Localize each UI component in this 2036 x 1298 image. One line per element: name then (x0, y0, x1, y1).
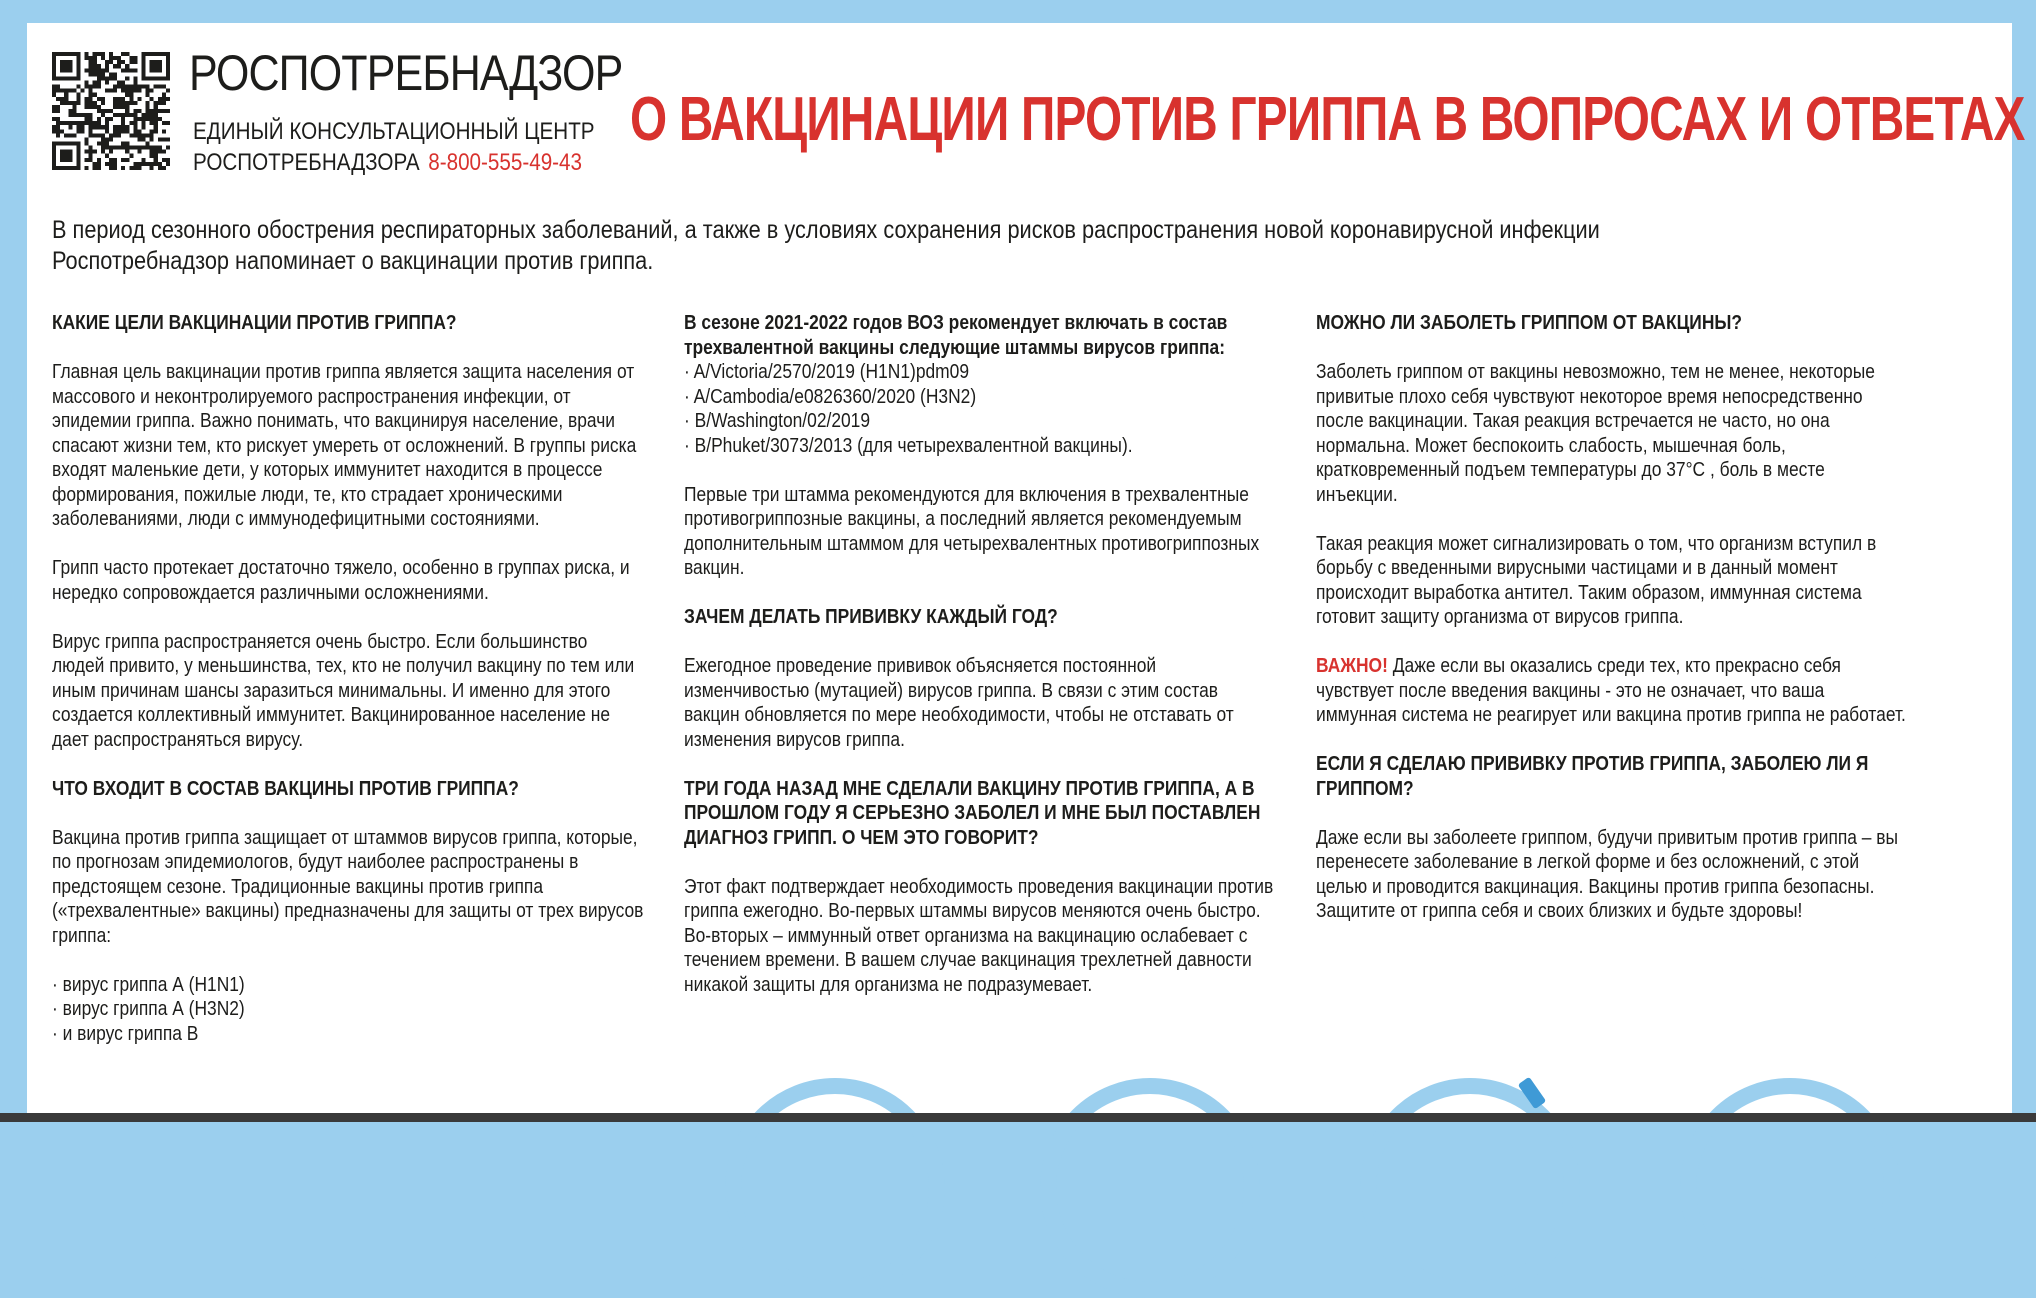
answer-paragraph: Даже если вы заболеете гриппом, будучи привитым против гриппа – вы перенесете заболевание в легкой форме и без осложнений, с этой целью и проводится вакцинация. Вакцины против гриппа безопасны. Защитите от гриппа себя и своих близких и будьте здоровы! (1316, 826, 1899, 922)
consult-center-line: ЕДИНЫЙ КОНСУЛЬТАЦИОННЫЙ ЦЕНТР (193, 118, 595, 145)
question-heading: ЗАЧЕМ ДЕЛАТЬ ПРИВИВКУ КАЖДЫЙ ГОД? (684, 606, 1058, 628)
decorative-arc (1040, 1078, 1260, 1298)
qr-code-icon (52, 52, 170, 170)
column-3 (1316, 311, 1908, 924)
consult-center-org: РОСПОТРЕБНАДЗОРА (193, 149, 420, 176)
list-item: · A/Cambodia/e0826360/2020 (H3N2) (684, 385, 1276, 410)
intro-text: В период сезонного обострения респираторных заболеваний, а также в условиях сохранения рисков распространения новой коронавирусной инфекции Роспотребнадзор напоминает о вакцинации против гриппа. (52, 216, 1600, 275)
bottom-bar (0, 1113, 2036, 1122)
answer-paragraph: Вакцина против гриппа защищает от штаммов вирусов гриппа, которые, по прогнозам эпидемиологов, будут наиболее распространены в предстоящем сезоне. Традиционные вакцины против гриппа («трехвалентные» вакцины) предназначены для защиты от трех вирусов гриппа: (52, 826, 644, 947)
list-item: · A/Victoria/2570/2019 (H1N1)pdm09 (684, 360, 1276, 385)
list-item: · вирус гриппа А (H1N1) (52, 973, 644, 998)
answer-paragraph: Вирус гриппа распространяется очень быстро. Если большинство людей привито, у меньшинства, тех, кто не получил вакцину по тем или иным причинам шансы заразиться минимальны. И именно для этого создается коллективный иммунитет. Вакцинированное население не дает распространяться вирусу. (52, 630, 635, 751)
important-label: ВАЖНО! (1316, 655, 1388, 677)
answer-paragraph: Главная цель вакцинации против гриппа является защита населения от массового и неконтролируемого распространения инфекции, от эпидемии гриппа. Важно понимать, что вакцинируя население, врачи спасают жизни тем, кто рискует умереть от осложнений. В группы риска входят маленькие дети, у которых иммунитет находится в процессе формирования, пожилые люди, те, кто страдает хроническими заболеваниями, люди с иммунодефицитными состояниями. (52, 361, 637, 530)
virus-list (52, 973, 644, 1047)
question-heading: МОЖНО ЛИ ЗАБОЛЕТЬ ГРИППОМ ОТ ВАКЦИНЫ? (1316, 312, 1743, 334)
decorative-arc (1680, 1078, 1900, 1298)
hotline-phone[interactable]: 8-800-555-49-43 (428, 149, 583, 176)
important-paragraph (1316, 654, 1908, 728)
answer-paragraph: Ежегодное проведение прививок объясняется постоянной изменчивостью (мутацией) вирусов гриппа. В связи с этим состав вакцин обновляется по мере необходимости, чтобы не отставать от изменения вирусов гриппа. (684, 655, 1234, 751)
answer-paragraph: Заболеть гриппом от вакцины невозможно, тем не менее, некоторые привитые плохо себя чувствуют некоторое время непосредственно после вакцинации. Такая реакция встречается не часто, но она нормальна. Может беспокоить слабость, мышечная боль, кратковременный подъем температуры до 37°С , боль в месте инъекции. (1316, 361, 1875, 506)
column-1 (52, 311, 644, 1046)
decorative-arc (725, 1078, 945, 1298)
answer-paragraph: Грипп часто протекает достаточно тяжело, особенно в группах риска, и нередко сопровождается различными осложнениями. (52, 557, 630, 604)
question-heading: ЕСЛИ Я СДЕЛАЮ ПРИВИВКУ ПРОТИВ ГРИППА, ЗАБОЛЕЮ ЛИ Я ГРИППОМ? (1316, 753, 1869, 800)
answer-paragraph: Этот факт подтверждает необходимость проведения вакцинации против гриппа ежегодно. Во-первых штаммы вирусов меняются очень быстро. Во-вторых – иммунный ответ организма на вакцинацию ослабевает с течением времени. В вашем случае вакцинация трехлетней давности никакой защиты для организма не подразумевает. (684, 875, 1274, 996)
consult-center-line-2 (193, 149, 582, 177)
question-heading: КАКИЕ ЦЕЛИ ВАКЦИНАЦИИ ПРОТИВ ГРИППА? (52, 312, 457, 334)
question-heading: ТРИ ГОДА НАЗАД МНЕ СДЕЛАЛИ ВАКЦИНУ ПРОТИВ ГРИППА, А В ПРОШЛОМ ГОДУ Я СЕРЬЕЗНО ЗАБОЛЕЛ И МНЕ БЫЛ ПОСТАВЛЕН ДИАГНОЗ ГРИПП. О ЧЕМ ЭТО ГОВОРИТ? (684, 777, 1261, 849)
column-2 (684, 311, 1276, 997)
page-title: О ВАКЦИНАЦИИ ПРОТИВ ГРИППА В ВОПРОСАХ И ОТВЕТАХ (630, 85, 2025, 154)
strains-lead: В сезоне 2021-2022 годов ВОЗ рекомендует включать в состав трехвалентной вакцины следующие штаммы вирусов гриппа: (684, 312, 1228, 359)
list-item: · и вирус гриппа В (52, 1022, 644, 1047)
question-heading: ЧТО ВХОДИТ В СОСТАВ ВАКЦИНЫ ПРОТИВ ГРИППА? (52, 777, 519, 800)
answer-paragraph: Первые три штамма рекомендуются для включения в трехвалентные противогриппозные вакцины, а последний является рекомендуемым дополнительным штаммом для четырехвалентных противогриппозных вакцин. (684, 483, 1260, 579)
list-item: · B/Washington/02/2019 (684, 409, 1276, 434)
answer-paragraph: Такая реакция может сигнализировать о том, что организм вступил в борьбу с введенными вирусными частицами и в данный момент происходит выработка антител. Таким образом, иммунная система готовит защиту организма от вирусов гриппа. (1316, 532, 1877, 628)
decorative-arc (1360, 1078, 1580, 1298)
strain-list (684, 360, 1276, 458)
list-item: · B/Phuket/3073/2013 (для четырехвалентной вакцины). (684, 434, 1276, 459)
list-item: · вирус гриппа А (H3N2) (52, 997, 644, 1022)
org-name: РОСПОТРЕБНАДЗОР (189, 45, 623, 101)
important-text: Даже если вы оказались среди тех, кто прекрасно себя чувствует после введения вакцины - это не означает, что ваша иммунная система не реагирует или вакцина против гриппа не работает. (1316, 655, 1906, 726)
